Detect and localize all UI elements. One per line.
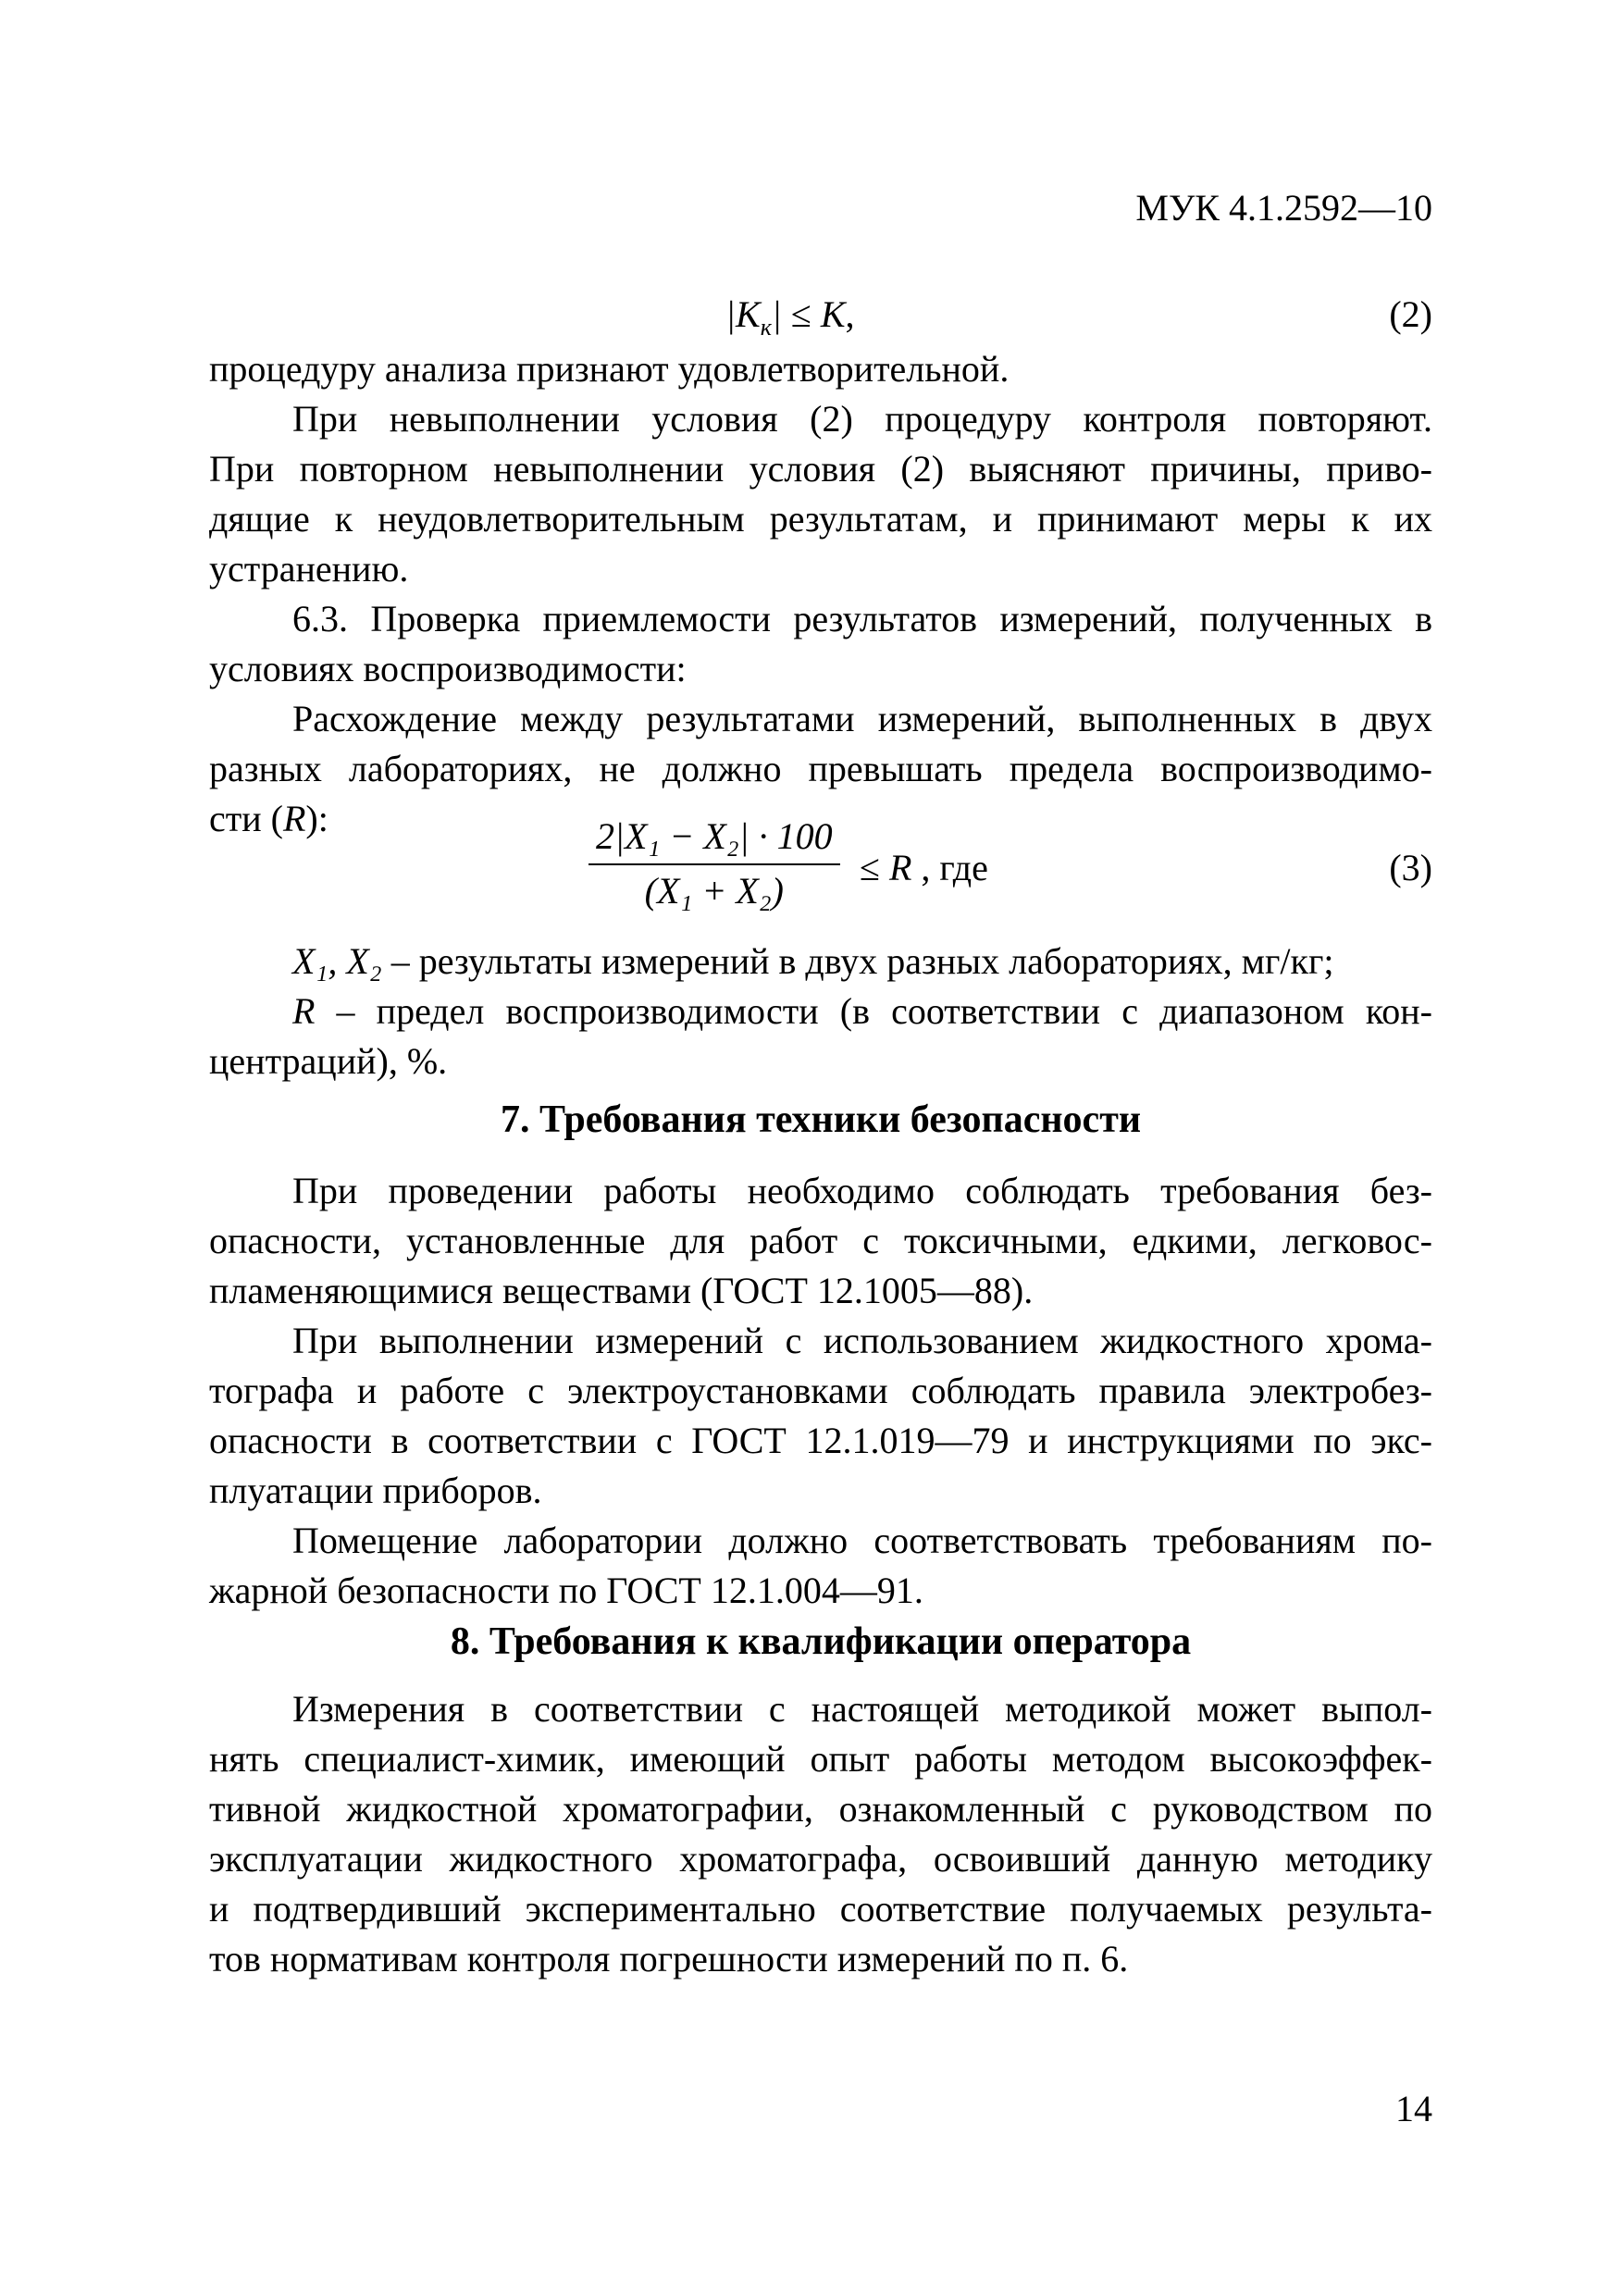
text-line: Расхождение между результатами измерений, выполненных в двух	[292, 698, 1432, 739]
definition-text: – предел воспроизводимости (в соответствии с диапазоном кон-	[315, 990, 1432, 1032]
document-code: МУК 4.1.2592—10	[1135, 187, 1432, 229]
variable-r: R	[292, 990, 316, 1032]
text-line: опасности, установленные для работ с токсичными, едкими, легковос-	[209, 1220, 1432, 1261]
text-line: устранению.	[209, 548, 409, 590]
text-line: жарной безопасности по ГОСТ 12.1.004—91.	[209, 1570, 923, 1611]
text-line: центраций), %.	[209, 1040, 448, 1082]
variable-r: R	[282, 798, 306, 839]
paragraph-analysis-satisfactory	[209, 344, 1432, 394]
text-line: Помещение лаборатории должно соответствовать требованиям по-	[292, 1520, 1432, 1561]
formula-2-bar-close: |	[771, 293, 782, 335]
formula-3-numerator: 2|X₁ − X₂| · 100	[588, 814, 840, 865]
definition-text: – результаты измерений в двух разных лабораториях, мг/кг;	[381, 940, 1334, 982]
text-line: тов нормативам контроля погрешности измерений по п. 6.	[209, 1938, 1129, 1980]
section-7-heading: 7. Требования техники безопасности	[500, 1098, 1142, 1141]
text-line: опасности в соответствии с ГОСТ 12.1.019—79 и инструкциями по экс-	[209, 1420, 1432, 1461]
formula-3-denominator: (X₁ + X₂)	[644, 870, 784, 912]
formula-3-fraction	[588, 814, 840, 912]
definition-x1-x2	[209, 937, 1432, 987]
text-line: нять специалист-химик, имеющий опыт работы методом высокоэффек-	[209, 1738, 1432, 1780]
section-7-paragraph-1	[209, 1166, 1432, 1316]
text-line: и подтвердивший экспериментально соответствие получаемых результа-	[209, 1888, 1432, 1930]
formula-2-comma: ,	[845, 293, 855, 335]
section-7-paragraph-3	[209, 1516, 1432, 1616]
text-line: дящие к неудовлетворительным результатам, и принимают меры к их	[209, 498, 1432, 540]
formula-2	[209, 292, 1432, 339]
formula-2-relation: ≤	[781, 293, 821, 335]
text-line: условиях воспроизводимости:	[209, 648, 687, 689]
text-line: При повторном невыполнении условия (2) выясняют причины, приво-	[209, 448, 1432, 490]
text-line: разных лабораториях, не должно превышать предела воспроизводимо-	[209, 748, 1432, 789]
text-fragment: ):	[305, 798, 328, 839]
equation-number-2: (2)	[1389, 293, 1432, 335]
formula-2-var-k: K	[736, 293, 761, 335]
text-line	[209, 937, 1432, 987]
page-number: 14	[1395, 2088, 1432, 2129]
definition-r	[209, 987, 1432, 1086]
text-line: эксплуатации жидкостного хроматографа, освоивший данную методику	[209, 1838, 1432, 1880]
text-line: При невыполнении условия (2) процедуру контроля повторяют.	[292, 398, 1432, 440]
text-line: Измерения в соответствии с настоящей методикой может выпол-	[292, 1688, 1432, 1730]
formula-2-bar-open: |	[725, 293, 736, 335]
section-8-paragraph-1	[209, 1684, 1432, 1984]
paragraph-6-3	[209, 594, 1432, 694]
text-line: пламеняющимися веществами (ГОСТ 12.1005—88).	[209, 1270, 1034, 1311]
text-fragment: сти (	[209, 798, 283, 839]
text-line: При выполнении измерений с использованием жидкостного хрома-	[292, 1320, 1432, 1361]
section-7-paragraph-2	[209, 1316, 1432, 1516]
paragraph-repeat-control	[209, 394, 1432, 594]
formula-2-expression	[725, 292, 855, 341]
section-8-heading: 8. Требования к квалификации оператора	[450, 1620, 1192, 1663]
formula-3-relation-group	[860, 846, 988, 889]
text-line: тографа и работе с электроустановками соблюдать правила электробез-	[209, 1370, 1432, 1411]
text-line: плуатации приборов.	[209, 1470, 542, 1511]
formula-3	[209, 814, 1432, 925]
formula-2-rhs: K	[820, 293, 846, 335]
variables-x1-x2: X₁, X₂	[292, 940, 382, 982]
equation-number-3: (3)	[1389, 847, 1432, 888]
formula-3-where: , где	[911, 847, 988, 888]
text-line: 6.3. Проверка приемлемости результатов измерений, полученных в	[292, 598, 1432, 639]
text-line	[209, 987, 1432, 1036]
formula-2-subscript: к	[760, 314, 772, 341]
text-line: тивной жидкостной хроматографии, ознакомленный с руководством по	[209, 1788, 1432, 1830]
formula-3-relation: ≤	[860, 847, 889, 888]
formula-3-rhs: R	[888, 847, 912, 888]
text-line: процедуру анализа признают удовлетворительной.	[209, 348, 1010, 390]
text-line: При проведении работы необходимо соблюдать требования без-	[292, 1170, 1432, 1211]
